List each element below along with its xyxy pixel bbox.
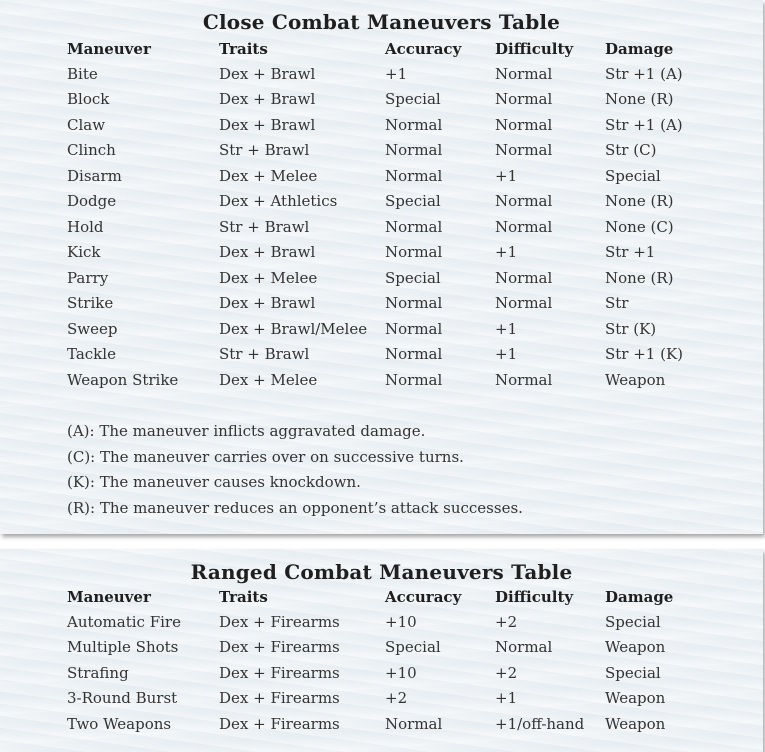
cell-maneuver: Disarm [67,166,122,185]
ranged-combat-panel [0,549,763,752]
cell-difficulty: Normal [495,268,553,287]
cell-damage: Str (K) [605,319,657,338]
cell-difficulty: +1 [495,345,518,364]
cell-difficulty: +1 [495,166,518,185]
cell-damage: None (R) [605,192,674,211]
cell-maneuver: Hold [67,217,104,236]
cell-damage: Special [605,663,661,682]
cell-difficulty: Normal [495,90,553,109]
header-traits: Traits [219,587,268,606]
cell-difficulty: Normal [495,141,553,160]
table-row [62,711,735,737]
cell-traits: Dex + Brawl/Melee [219,319,368,338]
cell-traits: Dex + Melee [219,370,318,389]
table-header-row [62,584,735,609]
cell-accuracy: Special [385,638,441,657]
cell-difficulty: Normal [495,192,553,211]
cell-damage: Str [605,294,629,313]
cell-traits: Dex + Brawl [219,294,316,313]
cell-accuracy: Normal [385,217,443,236]
cell-difficulty: Normal [495,64,553,83]
table-row [62,635,735,661]
table-row [62,265,735,291]
table-row [62,87,735,113]
cell-damage: Str +1 (K) [605,345,684,364]
header-accuracy: Accuracy [385,587,462,606]
cell-accuracy: +1 [385,64,408,83]
header-maneuver: Maneuver [67,587,151,606]
cell-damage: None (R) [605,268,674,287]
cell-damage: Str +1 (A) [605,64,683,83]
header-difficulty: Difficulty [495,39,574,58]
cell-damage: Str +1 (A) [605,115,683,134]
table-row [62,189,735,215]
cell-accuracy: Normal [385,166,443,185]
header-damage: Damage [605,39,674,58]
cell-difficulty: Normal [495,115,553,134]
cell-maneuver: Claw [67,115,106,134]
cell-accuracy: Normal [385,243,443,262]
cell-accuracy: Normal [385,115,443,134]
note-reduces-successes: (R): The maneuver reduces an opponent’s attack successes. [67,498,523,517]
table-row [62,138,735,164]
table-row [62,61,735,87]
cell-difficulty: Normal [495,294,553,313]
cell-traits: Str + Brawl [219,345,310,364]
cell-difficulty: +1 [495,319,518,338]
cell-traits: Dex + Melee [219,166,318,185]
table-row [62,686,735,712]
cell-accuracy: Normal [385,141,443,160]
cell-damage: Special [605,612,661,631]
cell-traits: Dex + Firearms [219,612,340,631]
cell-accuracy: Special [385,90,441,109]
cell-difficulty: +1 [495,689,518,708]
cell-maneuver: Strafing [67,663,129,682]
cell-traits: Dex + Firearms [219,638,340,657]
cell-maneuver: Weapon Strike [67,370,179,389]
table-row [62,342,735,368]
cell-maneuver: Sweep [67,319,118,338]
cell-traits: Dex + Brawl [219,90,316,109]
table-row [62,367,735,393]
cell-traits: Str + Brawl [219,217,310,236]
cell-maneuver: 3-Round Burst [67,689,178,708]
cell-maneuver: Clinch [67,141,116,160]
cell-difficulty: +1 [495,243,518,262]
cell-traits: Dex + Brawl [219,115,316,134]
cell-traits: Str + Brawl [219,141,310,160]
table-row [62,214,735,240]
cell-accuracy: Normal [385,319,443,338]
cell-traits: Dex + Firearms [219,714,340,733]
cell-difficulty: +1/off-hand [495,714,585,733]
table-row [62,609,735,635]
ranged-combat-title: Ranged Combat Maneuvers Table [190,560,573,584]
cell-damage: Str +1 [605,243,656,262]
cell-difficulty: +2 [495,612,518,631]
cell-accuracy: Normal [385,370,443,389]
table-row [62,240,735,266]
cell-damage: Weapon [605,370,666,389]
cell-traits: Dex + Brawl [219,243,316,262]
cell-maneuver: Strike [67,294,114,313]
cell-accuracy: Special [385,268,441,287]
cell-traits: Dex + Melee [219,268,318,287]
cell-traits: Dex + Athletics [219,192,338,211]
table-row [62,291,735,317]
table-row [62,316,735,342]
cell-difficulty: Normal [495,217,553,236]
cell-maneuver: Dodge [67,192,117,211]
cell-difficulty: +2 [495,663,518,682]
cell-accuracy: Normal [385,714,443,733]
header-damage: Damage [605,587,674,606]
cell-accuracy: Special [385,192,441,211]
header-difficulty: Difficulty [495,587,574,606]
close-combat-notes [67,419,523,521]
header-accuracy: Accuracy [385,39,462,58]
cell-maneuver: Parry [67,268,109,287]
cell-damage: Str (C) [605,141,657,160]
cell-damage: Weapon [605,689,666,708]
cell-accuracy: +10 [385,663,417,682]
close-combat-table [62,36,735,393]
cell-accuracy: +2 [385,689,408,708]
cell-maneuver: Automatic Fire [67,612,181,631]
cell-damage: None (R) [605,90,674,109]
cell-accuracy: Normal [385,345,443,364]
cell-traits: Dex + Brawl [219,64,316,83]
cell-traits: Dex + Firearms [219,689,340,708]
table-row [62,163,735,189]
cell-maneuver: Block [67,90,110,109]
table-row [62,112,735,138]
cell-damage: Special [605,166,661,185]
header-maneuver: Maneuver [67,39,151,58]
table-header-row [62,36,735,61]
table-row [62,660,735,686]
cell-damage: Weapon [605,638,666,657]
cell-traits: Dex + Firearms [219,663,340,682]
cell-difficulty: Normal [495,638,553,657]
cell-damage: Weapon [605,714,666,733]
note-knockdown: (K): The maneuver causes knockdown. [67,473,361,491]
cell-accuracy: Normal [385,294,443,313]
ranged-combat-table [62,584,735,737]
cell-maneuver: Two Weapons [67,714,172,733]
header-traits: Traits [219,39,268,58]
cell-difficulty: Normal [495,370,553,389]
note-aggravated: (A): The maneuver inflicts aggravated damage. [67,422,426,440]
cell-maneuver: Kick [67,243,101,262]
close-combat-title: Close Combat Maneuvers Table [202,10,561,34]
cell-damage: None (C) [605,217,674,236]
cell-maneuver: Multiple Shots [67,638,179,657]
cell-maneuver: Tackle [67,345,116,364]
cell-maneuver: Bite [67,64,98,83]
note-carries-over: (C): The maneuver carries over on successive turns. [67,447,464,466]
cell-accuracy: +10 [385,612,417,631]
